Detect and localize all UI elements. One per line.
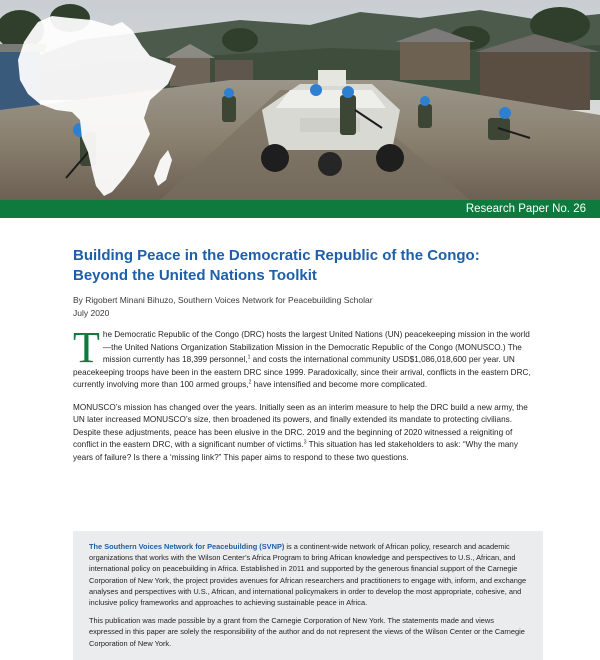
paper-title <box>73 246 543 286</box>
intro-paragraph-2: MONUSCO’s mission has changed over the years. Initially seen as an interim measure to help the DRC build a new army, the UN later increased MONUSCO’s size, then broadened its powers, and finally extended its mandate to protecting civilians. Despite these adjustments, peace has been elusive in the DRC. 2019 and the beginning of 2020 witnessed a reigniting of conflict in the eastern DRC, with a significant number of victims.$^3$ This situation has led stakeholders to ask: “Why the many years of failure? Is there a ‘missing link?” This paper aims to respond to these two questions. <box>73 402 528 462</box>
footnote-ref-3: 3 <box>303 439 307 446</box>
svnp-description: The Southern Voices Network for Peacebuilding (SVNP) is a continent-wide network of African policy, research and academic organizations that works with the Wilson Center’s Africa Program to bring African knowledge and perspectives to U.S., African, and international policy on peacebuilding in Africa. Established in 2011 and supported by the generous financial support of the Carnegie Corporation of New York, the project provides avenues for African researchers and practitioners to engage with, inform, and exchange analyses and perspectives with U.S., African, and international policymakers in order to develop the most appropriate, cohesive, and inclusive policy frameworks and approaches to achieving sustainable peace in Africa. <box>89 542 527 608</box>
footnote-ref-2: 2 <box>248 379 252 386</box>
cover-photo <box>0 0 600 200</box>
publication-date: July 2020 <box>73 308 110 318</box>
svnp-disclaimer: This publication was made possible by a grant from the Carnegie Corporation of New York. The statements made and views expressed in this paper are solely the responsibility of the author and do not represent the views of the Wilson Center or the Carnegie Corporation of New York. <box>89 616 525 648</box>
green-band <box>0 200 600 218</box>
title-line-2: Beyond the United Nations Toolkit <box>73 267 317 284</box>
intro-paragraph-1: The Democratic Republic of the Congo (DRC) hosts the largest United Nations (UN) peacekeeping mission in the world—the United Nations Organization Stabilization Mission in the Democratic Republic of the Congo (MONUSCO.) The mission currently has 18,399 personnel,$^1$ and costs the international community USD$1,086,018,600 per year. UN peacekeeping troops have been in the eastern DRC since 1999. Paradoxically, since their arrival, conflicts in the eastern DRC, currently involving more than 100 armed groups,$^2$ have intensified and become more complicated. <box>73 323 531 389</box>
drop-cap: T <box>73 323 100 372</box>
footnote-ref-1: 1 <box>247 354 251 361</box>
intro-text <box>73 323 531 474</box>
byline <box>73 294 543 320</box>
svnp-org-name: The Southern Voices Network for Peacebuilding (SVNP) <box>89 542 285 551</box>
title-line-1: Building Peace in the Democratic Republic of the Congo: <box>73 247 480 264</box>
author-line: By Rigobert Minani Bihuzo, Southern Voices Network for Peacebuilding Scholar <box>73 295 373 305</box>
research-paper-number: Research Paper No. 26 <box>465 203 586 215</box>
svnp-info-box <box>73 531 543 660</box>
